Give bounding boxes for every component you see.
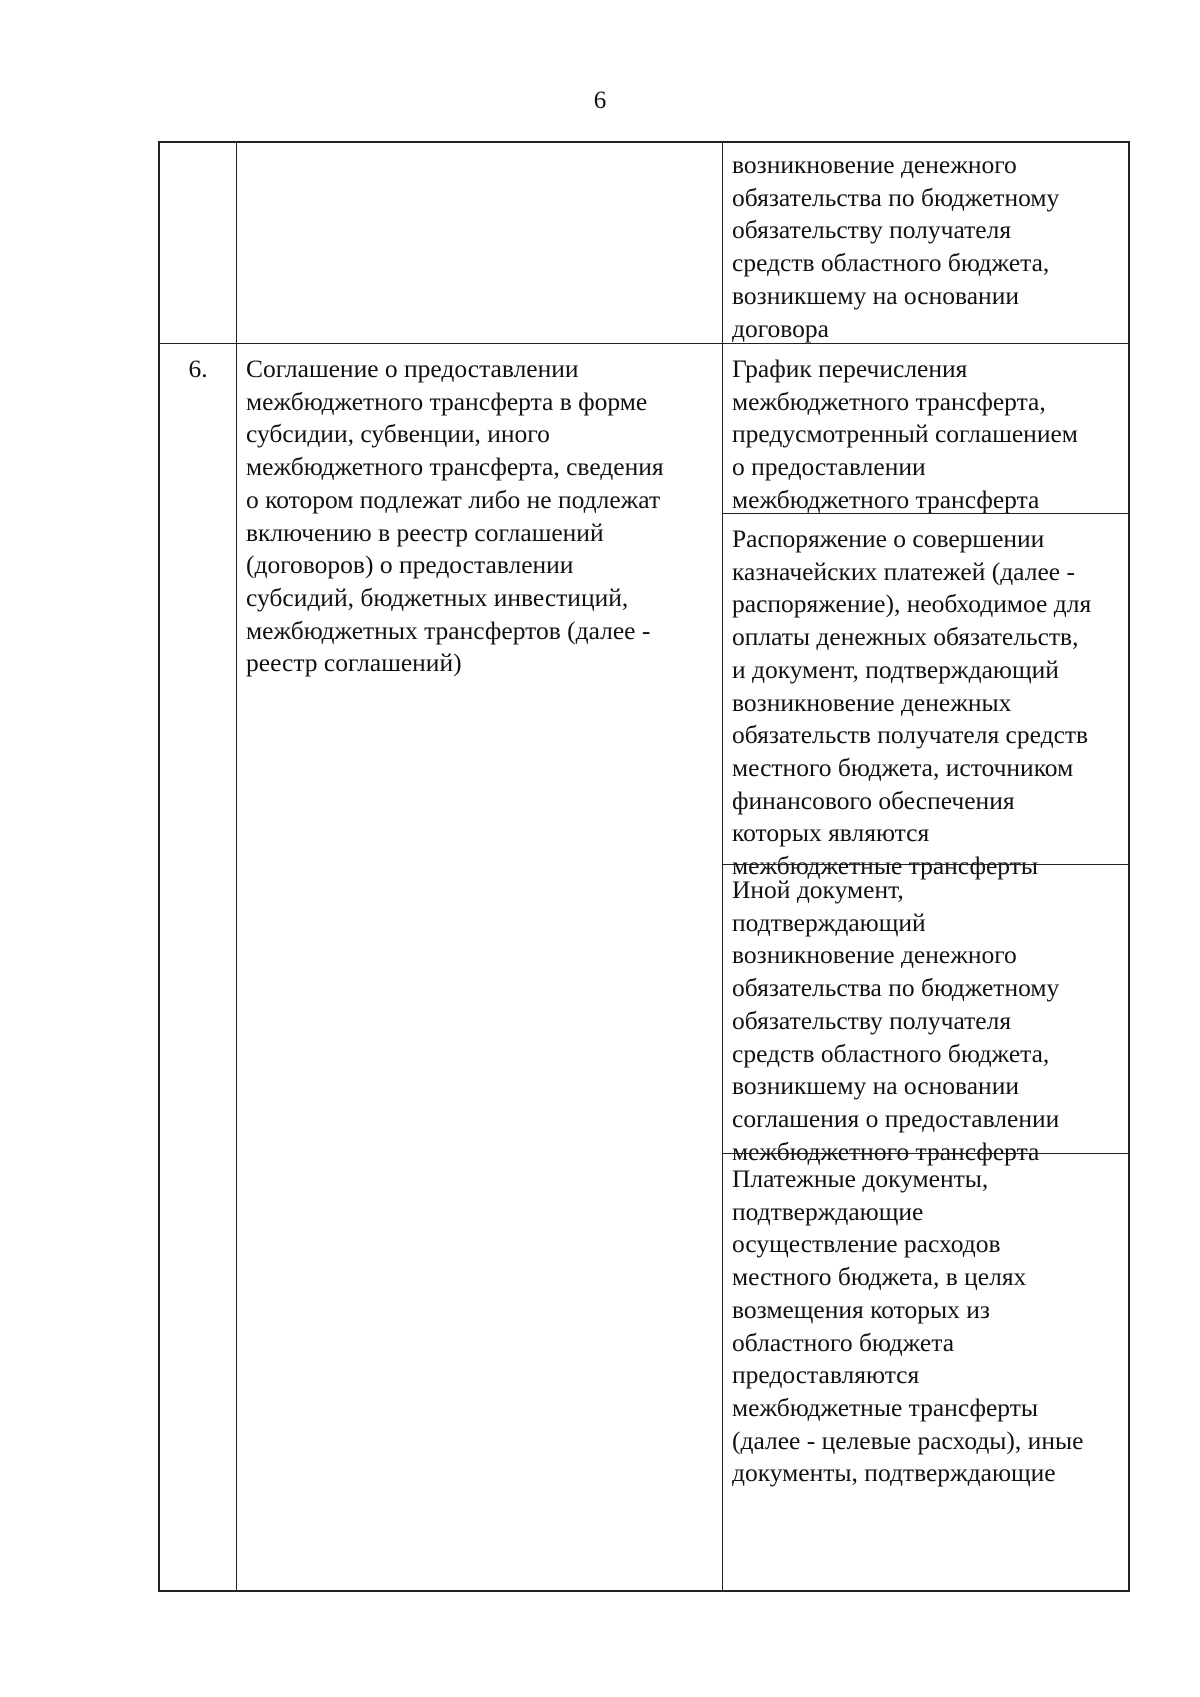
documents-cell: возникновение денежного обязательства по бюджетному обязательству получателя средств областного бюджета, возникшему на основании договора bbox=[732, 150, 1060, 343]
subrow-divider bbox=[722, 513, 1128, 514]
subrow-divider bbox=[722, 1153, 1128, 1154]
agreement-cell: Соглашение о предоставлении межбюджетного трансферта в форме субсидии, субвенции, иного межбюджетного трансферта, сведения о котором подлежат либо не подлежат включению в реестр соглашений (договоров) о предоставлении субсидий, бюджетных инвестиций, межбюджетных трансфертов (далее - реестр соглашений) bbox=[246, 354, 664, 678]
column-divider bbox=[722, 143, 723, 1590]
subrow-divider bbox=[722, 864, 1128, 865]
documents-cell: График перечисления межбюджетного трансферта, предусмотренный соглашением о предоставлении межбюджетного трансферта bbox=[732, 354, 1078, 514]
page-number: 6 bbox=[593, 87, 607, 114]
documents-cell: Иной документ, подтверждающий возникновение денежного обязательства по бюджетному обязательству получателя средств областного бюджета, возникшему на основании соглашения о предоставлении межбюджетного трансферта bbox=[732, 875, 1060, 1166]
documents-cell: Платежные документы, подтверждающие осуществление расходов местного бюджета, в целях возмещения которых из областного бюджета предоставляются межбюджетные трансферты (далее - целевые расходы), иные документы, подтверждающие bbox=[732, 1164, 1084, 1488]
column-divider bbox=[236, 143, 237, 1590]
row-divider bbox=[160, 343, 1128, 344]
row-number: 6. bbox=[188, 354, 208, 383]
documents-cell: Распоряжение о совершении казначейских платежей (далее - распоряжение), необходимое для оплаты денежных обязательств, и документ, подтверждающий возникновение денежных обязательств получателя средств местного бюджета, источником финансового обеспечения которых являются межбюджетные трансферты bbox=[732, 524, 1092, 881]
document-table bbox=[158, 141, 1130, 1592]
